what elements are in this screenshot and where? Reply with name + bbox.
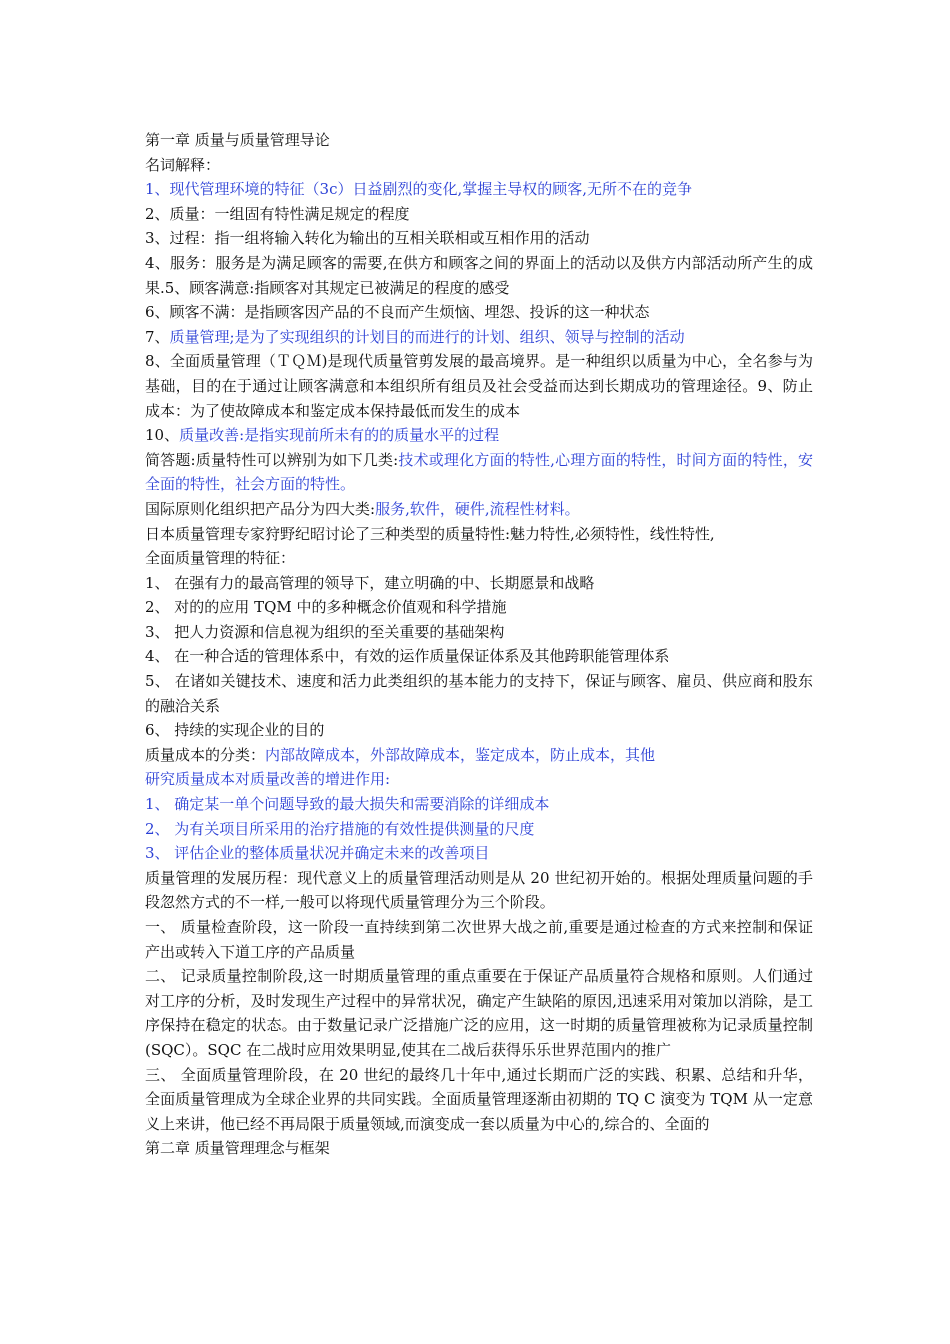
paragraph: 二、 记录质量控制阶段,这一时期质量管理的重点重要在于保证产品质量符合规格和原则。人们通过对工序的分析，及时发现生产过程中的异常状况，确定产生缺陷的原因,迅速采用对策加以消除，是工序保持在稳定的状态。由于数量记录广泛措施广泛的应用，这一时期的质量管理被称为记录质量控制(SQC）。SQC 在二战时应用效果明显,使其在二战后获得乐乐世界范围内的推广	[145, 967, 813, 1059]
section-heading: 全面质量管理的特征：	[145, 549, 296, 568]
paragraph	[145, 423, 813, 448]
paragraph: 8、全面质量管理（ＴＱＭ)是现代质量管剪发展的最高境界。是一种组织以质量为中心，全名参与为基础，目的在于通过让顾客满意和本组织所有组员及社会受益而达到长期成功的管理途径。9、防止成本：为了使故障成本和鉴定成本保持最低而发生的成本	[145, 352, 813, 420]
paragraph-prefix: 质量成本的分类：	[145, 745, 266, 764]
list-item: 6、 持续的实现企业的目的	[145, 721, 325, 740]
list-item: 1、 确定某一单个问题导致的最大损失和需要消除的详细成本	[145, 795, 550, 814]
section-heading: 研究质量成本对质量改善的增进作用:	[145, 770, 391, 789]
paragraph	[145, 325, 813, 350]
section-heading: 名词解释：	[145, 155, 221, 174]
highlighted-text: 技术或理化方面的特性,心理方面的特性，时间方面的特性，安全面的特性，社会方面的特性。	[145, 450, 814, 494]
paragraph: 1、现代管理环境的特征（3c）日益剧烈的变化,掌握主导权的顾客,无所不在的竞争	[145, 180, 693, 199]
document-page	[145, 128, 813, 1161]
paragraph-prefix: 7、	[145, 327, 170, 346]
list-item: 3、 把人力资源和信息视为组织的至关重要的基础架构	[145, 622, 505, 641]
paragraph-prefix: 10、	[145, 426, 180, 445]
paragraph	[145, 743, 813, 768]
paragraph: 质量管理的发展历程：现代意义上的质量管理活动则是从 20 世纪初开始的。根据处理质量问题的手段忽然方式的不一样,一般可以将现代质量管理分为三个阶段。	[145, 868, 813, 912]
highlighted-text: 质量管理;是为了实现组织的计划目的而进行的计划、组织、领导与控制的活动	[169, 327, 685, 346]
paragraph-prefix: 简答题:质量特性可以辨别为如下几类:	[145, 450, 399, 469]
paragraph: 一、 质量检查阶段，这一阶段一直持续到第二次世界大战之前,重要是通过检查的方式来控制和保证产出或转入下道工序的产品质量	[145, 918, 813, 961]
paragraph: 2、质量：一组固有特性满足规定的程度	[145, 204, 410, 223]
paragraph-prefix: 国际原则化组织把产品分为四大类:	[145, 499, 376, 518]
list-item: 2、 为有关项目所采用的治疗措施的有效性提供测量的尺度	[145, 819, 535, 838]
list-item: 2、 对的的应用 TQM 中的多种概念价值观和科学措施	[145, 598, 507, 617]
list-item: 5、 在诸如关键技术、速度和活力此类组织的基本能力的支持下，保证与顾客、雇员、供应商和股东的融洽关系	[145, 672, 813, 715]
paragraph: 三、 全面质量管理阶段，在 20 世纪的最终几十年中,通过长期而广泛的实践、积累、总结和升华，全面质量管理成为全球企业界的共同实践。全面质量管理逐渐由初期的 TQ C 演变为 TQM 从一定意义上来讲，他已经不再局限于质量领域,而演变成一套以质量为中心的,综合的、全面的	[145, 1065, 813, 1133]
paragraph: 3、过程：指一组将输入转化为输出的互相关联相或互相作用的活动	[145, 229, 590, 248]
paragraph	[145, 448, 813, 497]
list-item: 3、 评估企业的整体质量状况并确定未来的改善项目	[145, 844, 490, 863]
paragraph: 4、服务：服务是为满足顾客的需要,在供方和顾客之间的界面上的活动以及供方内部活动所产生的成果.5、顾客满意:指顾客对其规定已被满足的程度的感受	[145, 253, 813, 297]
chapter-2-title: 第二章 质量管理理念与框架	[145, 1139, 330, 1158]
list-item: 1、 在强有力的最高管理的领导下，建立明确的中、长期愿景和战略	[145, 573, 595, 592]
chapter-1-title: 第一章 质量与质量管理导论	[145, 131, 330, 149]
paragraph: 6、顾客不满：是指顾客因产品的不良而产生烦恼、埋怨、投诉的这一种状态	[145, 303, 650, 322]
paragraph	[145, 497, 813, 522]
highlighted-text: 服务,软件，硬件,流程性材料。	[375, 499, 580, 518]
highlighted-text: 内部故障成本，外部故障成本，鉴定成本，防止成本，其他	[265, 745, 656, 764]
highlighted-text: 质量改善:是指实现前所未有的的质量水平的过程	[179, 426, 500, 445]
paragraph: 日本质量管理专家狩野纪昭讨论了三种类型的质量特性:魅力特性,必须特性，线性特性,	[145, 524, 715, 543]
list-item: 4、 在一种合适的管理体系中，有效的运作质量保证体系及其他跨职能管理体系	[145, 647, 670, 666]
